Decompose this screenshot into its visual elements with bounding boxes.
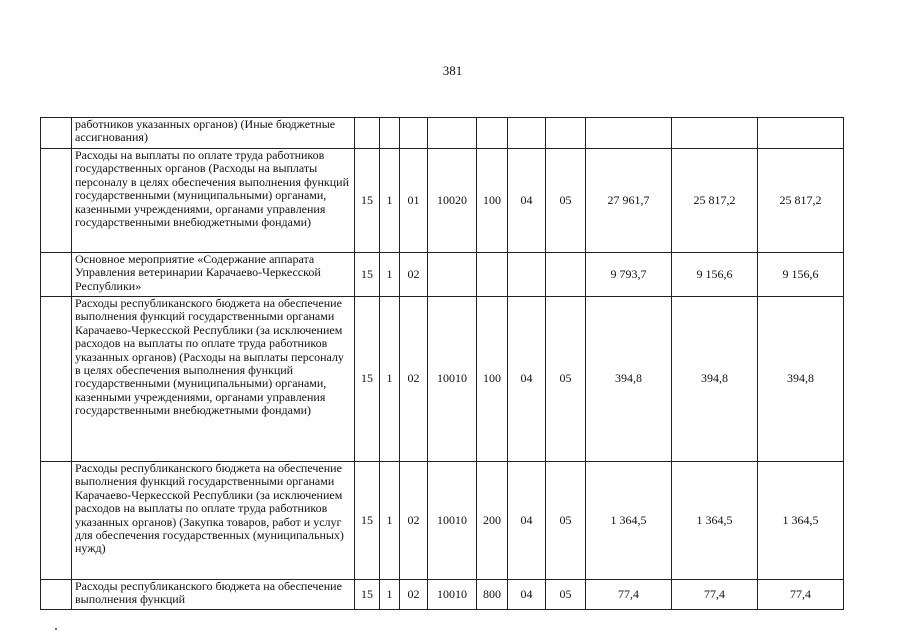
code-cell [508,253,546,297]
code-cell: 15 [355,149,380,253]
code-cell: 10020 [428,149,477,253]
row-description: Расходы республиканского бюджета на обеспечение выполнения функций государственными органами Карачаево-Черкесской Республики (за исключением расходов на выплаты по оплате труда работников указанных органов) (Расходы на выплаты персоналу в целях обеспечения выполнения функций государственными (муниципальными) органами, казенными учреждениями, органами управления государственными внебюджетными фондами) [72,297,355,462]
amount-cell [758,118,844,149]
page-number: 381 [442,63,463,78]
code-cell: 05 [546,297,586,462]
code-cell: 04 [508,297,546,462]
amount-cell: 394,8 [586,297,672,462]
amount-cell: 394,8 [758,297,844,462]
row-description: работников указанных органов) (Иные бюджетные ассигнования) [72,118,355,149]
row-description: Основное мероприятие «Содержание аппарата Управления ветеринарии Карачаево-Черкесской Республики» [72,253,355,297]
amount-cell: 1 364,5 [586,462,672,580]
table-row [41,297,844,462]
code-cell: 05 [546,462,586,580]
amount-cell: 27 961,7 [586,149,672,253]
code-cell: 1 [380,462,400,580]
amount-cell: 9 156,6 [758,253,844,297]
amount-cell [672,118,758,149]
code-cell: 1 [380,297,400,462]
amount-cell: 77,4 [586,580,672,610]
amount-cell: 77,4 [672,580,758,610]
code-cell [477,118,508,149]
row-index-cell [41,580,72,610]
row-index-cell [41,297,72,462]
code-cell [428,118,477,149]
code-cell: 01 [400,149,428,253]
amount-cell: 9 793,7 [586,253,672,297]
code-cell [508,118,546,149]
row-description: Расходы на выплаты по оплате труда работников государственных органов (Расходы на выплаты персоналу в целях обеспечения выполнения функций государственными (муниципальными) органами, казенными учреждениями, органами управления государственными внебюджетными фондами) [72,149,355,253]
amount-cell: 25 817,2 [758,149,844,253]
code-cell: 10010 [428,580,477,610]
code-cell: 1 [380,149,400,253]
code-cell: 800 [477,580,508,610]
code-cell: 100 [477,297,508,462]
table-row [41,149,844,253]
amount-cell: 1 364,5 [758,462,844,580]
amount-cell [586,118,672,149]
code-cell: 15 [355,462,380,580]
row-index-cell [41,149,72,253]
table-row [41,253,844,297]
amount-cell: 394,8 [672,297,758,462]
code-cell: 1 [380,253,400,297]
row-description: Расходы республиканского бюджета на обеспечение выполнения функций государственными органами Карачаево-Черкесской Республики (за исключением расходов на выплаты по оплате труда работников указанных органов) (Закупка товаров, работ и услуг для обеспечения государственных (муниципальных) нужд) [72,462,355,580]
amount-cell: 1 364,5 [672,462,758,580]
amount-cell: 25 817,2 [672,149,758,253]
code-cell: 04 [508,580,546,610]
code-cell: 10010 [428,297,477,462]
table-row [41,580,844,610]
code-cell: 02 [400,253,428,297]
code-cell: 04 [508,149,546,253]
table-row [41,462,844,580]
code-cell: 15 [355,253,380,297]
row-index-cell [41,253,72,297]
code-cell [380,118,400,149]
code-cell: 02 [400,580,428,610]
row-description: Расходы республиканского бюджета на обеспечение выполнения функций [72,580,355,610]
budget-table [40,117,844,610]
code-cell: 05 [546,149,586,253]
code-cell: 05 [546,580,586,610]
code-cell [400,118,428,149]
row-index-cell [41,118,72,149]
code-cell: 15 [355,580,380,610]
code-cell: 04 [508,462,546,580]
table-row [41,118,844,149]
code-cell: 1 [380,580,400,610]
code-cell: 02 [400,297,428,462]
row-index-cell [41,462,72,580]
code-cell [355,118,380,149]
code-cell [477,253,508,297]
code-cell [546,118,586,149]
amount-cell: 77,4 [758,580,844,610]
code-cell: 200 [477,462,508,580]
code-cell [428,253,477,297]
scan-speck [55,628,57,630]
code-cell: 02 [400,462,428,580]
code-cell: 15 [355,297,380,462]
code-cell [546,253,586,297]
amount-cell: 9 156,6 [672,253,758,297]
code-cell: 100 [477,149,508,253]
code-cell: 10010 [428,462,477,580]
